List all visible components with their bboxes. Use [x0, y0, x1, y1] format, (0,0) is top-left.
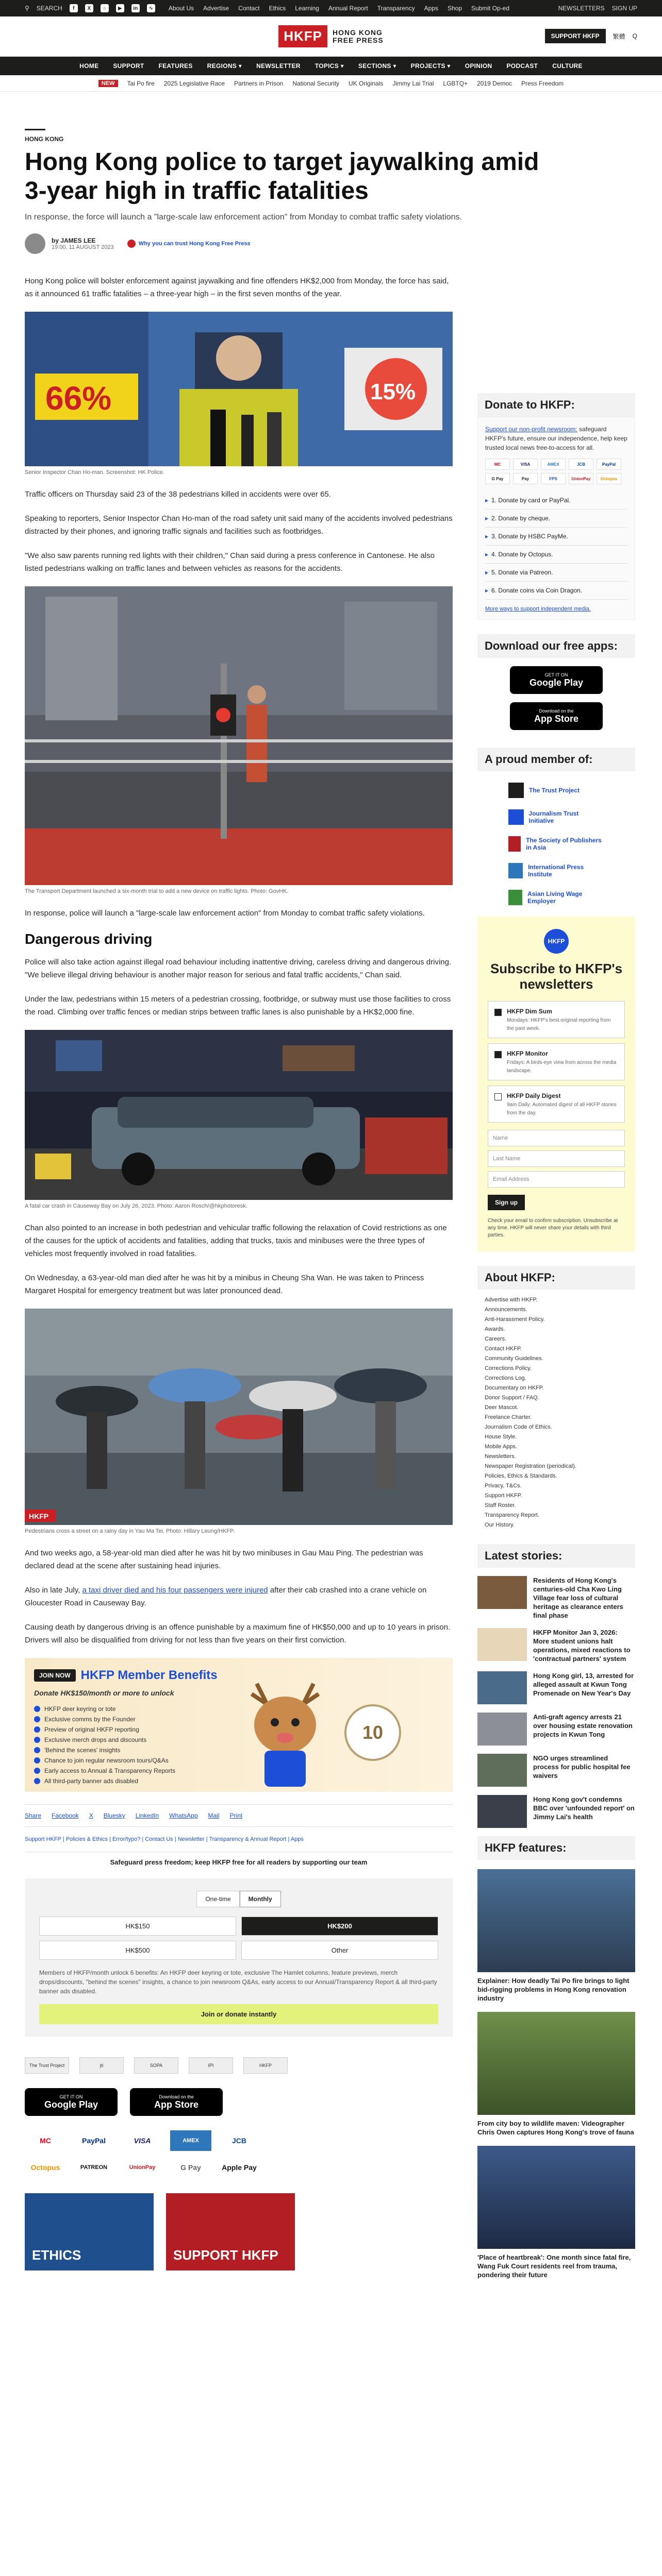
newsletter-option[interactable]	[488, 1086, 625, 1123]
features-title: HKFP features:	[477, 1836, 635, 1860]
share-whatsapp[interactable]: WhatsApp	[169, 1812, 198, 1819]
bullet-icon	[34, 1737, 40, 1743]
donate-title: Donate to HKFP:	[477, 393, 635, 417]
paypal-icon[interactable]: PayPal	[597, 459, 621, 470]
photo-watermark-text: HKFP	[29, 1512, 49, 1520]
google-play-button[interactable]	[25, 2088, 118, 2116]
jcb-icon[interactable]: JCB	[231, 2137, 246, 2145]
bullet-icon	[34, 1726, 40, 1733]
newsletter-checkbox[interactable]	[494, 1093, 502, 1100]
about-link[interactable]: Policies, Ethics & Standards.	[485, 1473, 557, 1479]
org-living-wage[interactable]: Asian Living Wage Employer	[508, 890, 604, 905]
about-link[interactable]: Advertise with HKFP.	[485, 1297, 538, 1303]
latest-story[interactable]	[477, 1795, 635, 1828]
section-heading: Dangerous driving	[25, 931, 153, 947]
newsletter-desc: 9am Daily: Automated digest of all HKFP stories from the day.	[507, 1102, 617, 1116]
bullet-icon	[34, 1747, 40, 1753]
about-link[interactable]: Documentary on HKFP.	[485, 1385, 544, 1391]
benefit-item: Preview of original HKFP reporting	[34, 1726, 175, 1733]
paragraph: On Wednesday, a 63-year-old man died after he was hit by a minibus in Cheung Sha Wan. He was taken to Princess Margaret Hospital for emergency treatment but was later pronounced dead.	[25, 1274, 424, 1295]
trust-link-label: Why you can trust Hong Kong Free Press	[138, 241, 251, 247]
benefit-item: Chance to join regular newsroom tours/Q&As	[34, 1757, 175, 1764]
sopa-icon	[508, 836, 521, 852]
photo-press-conference	[25, 312, 453, 466]
about-link[interactable]: Corrections Policy.	[485, 1365, 532, 1371]
latest-story[interactable]	[477, 1628, 635, 1663]
share-label: Share	[25, 1812, 42, 1819]
about-link[interactable]: Journalism Code of Ethics.	[485, 1424, 552, 1430]
nav-item[interactable]: REGIONS ▾	[207, 62, 242, 70]
chevron-right-icon: ▸	[485, 587, 489, 594]
about-link[interactable]: House Style.	[485, 1434, 517, 1440]
bullet-icon	[34, 1716, 40, 1722]
amount-option-other[interactable]: Other	[241, 1941, 438, 1960]
byline	[25, 233, 637, 254]
photo-rainy-street-image	[25, 1309, 453, 1525]
share-mail[interactable]: Mail	[208, 1812, 220, 1819]
donation-note: Members of HKFP/month unlock 6 benefits: An HKFP deer keyring or tote, exclusive The Hamlet columns, feature previews, merch drops/discounts, "behind the scenes" insights, a chance to join newsroom Q&As, early access to our Annual/Transparency Report & all third-party banner ads disabled.	[39, 1969, 437, 1995]
author-name[interactable]: by JAMES LEE	[52, 237, 96, 244]
about-link[interactable]: Deer Mascot.	[485, 1404, 519, 1411]
unionpay-icon[interactable]: UnionPay	[129, 2164, 156, 2171]
newsletters-link[interactable]: NEWSLETTERS	[558, 5, 605, 12]
more-ways-link[interactable]: More ways to support independent media.	[485, 606, 591, 612]
feature-image	[477, 1869, 635, 1972]
donate-option[interactable]: ▸ 1. Donate by card or PayPal.	[485, 492, 627, 510]
chevron-right-icon: ▸	[485, 533, 489, 540]
story-title: Anti-graft agency arrests 21 over housing estate renovation projects in Kwun Tong	[533, 1713, 633, 1738]
signup-privacy-note: Check your email to confirm subscription. Unsubscribe at any time. HKFP will never share your details with third parties.	[488, 1218, 618, 1238]
photo-rainy-street	[25, 1309, 453, 1525]
sign-up-button[interactable]: Sign up	[488, 1195, 525, 1210]
photo-caption: The Transport Department launched a six-month trial to add a new device on traffic lights. Photo: GovHK.	[25, 888, 289, 894]
jti-badge[interactable]: jti	[79, 2057, 124, 2074]
story-thumbnail	[477, 1628, 527, 1661]
hkfp-logo[interactable]	[278, 25, 383, 47]
frequency-one-time[interactable]: One-time	[196, 1891, 239, 1907]
donate-option[interactable]: ▸ 6. Donate coins via Coin Dragon.	[485, 582, 627, 600]
share-x[interactable]: X	[89, 1812, 93, 1819]
photo-car-crash	[25, 1030, 453, 1200]
newsletter-option[interactable]	[488, 1001, 625, 1038]
about-link[interactable]: Staff Roster.	[485, 1502, 516, 1509]
linkedin-icon[interactable]: in	[131, 4, 140, 12]
latest-title: Latest stories:	[477, 1544, 635, 1568]
utility-link[interactable]: Learning	[295, 5, 319, 12]
article-footer-links[interactable]: Support HKFP | Policies & Ethics | Error/typo? | Contact Us | Newsletter | Transparency & Annual Report | Apps	[25, 1836, 304, 1842]
newsletter-desc: Fridays: A birds-eye view from across the media landscape.	[507, 1060, 617, 1074]
sidebar	[477, 275, 635, 2289]
donate-intro-text: safeguard HKFP's future, ensure our independence, help keep trusted local news free-to-access for all.	[485, 426, 627, 451]
app-store-button[interactable]	[130, 2088, 223, 2116]
donate-option[interactable]: ▸ 3. Donate by HSBC PayMe.	[485, 528, 627, 546]
about-link[interactable]: Freelance Charter.	[485, 1414, 532, 1420]
author-avatar[interactable]	[25, 233, 45, 254]
story-title: Hong Kong gov't condemns BBC over 'unfounded report' on Jimmy Lai's health	[533, 1795, 635, 1821]
feature-title: Explainer: How deadly Tai Po fire brings to light bid-rigging problems in Hong Kong renovation industry	[477, 1977, 630, 2002]
instagram-icon[interactable]: ○	[101, 4, 109, 12]
org-ipi[interactable]: International Press Institute	[508, 863, 604, 878]
app-store-button[interactable]	[510, 702, 603, 730]
frequency-toggle	[39, 1891, 438, 1907]
donation-widget	[25, 1878, 453, 2037]
utility-search-label[interactable]: SEARCH	[36, 5, 62, 12]
latest-story[interactable]	[477, 1754, 635, 1787]
share-linkedin[interactable]: LinkedIn	[135, 1812, 159, 1819]
feature-story[interactable]	[477, 1869, 635, 2003]
chevron-right-icon: ▸	[485, 569, 489, 576]
trending-link[interactable]: National Security	[292, 79, 340, 87]
paragraph: Police will also take action against illegal road behaviour including inattentive driving, careless driving and dangerous driving. "We believe illegal driving behaviour is another major reason for serious and fatal traffic accidents," Chan said.	[25, 958, 452, 979]
trust-project-icon	[508, 783, 524, 798]
donate-card-logos	[485, 459, 627, 484]
story-title: HKFP Monitor Jan 3, 2026: More student unions halt operations, mixed reactions to 'contractual partners' system	[533, 1629, 631, 1663]
story-title: Hong Kong girl, 13, arrested for alleged assault at Kwun Tong Promenade on New Year's Day	[533, 1672, 634, 1697]
visa-icon[interactable]: VISA	[513, 459, 538, 470]
google-play-small: GET IT ON	[59, 2094, 83, 2099]
story-thumbnail	[477, 1576, 527, 1609]
member-of-title: A proud member of:	[477, 748, 635, 771]
language-toggle[interactable]: 繁體	[613, 32, 625, 40]
newsletter-desc: Mondays: HKFP's best original reporting from the past week.	[507, 1018, 611, 1031]
apple-pay-icon[interactable]: Apple Pay	[222, 2163, 257, 2172]
paragraph: Speaking to reporters, Senior Inspector Chan Ho-man of the road safety unit said many of the accidents involved pedestrians distracted by their phones, and ignoring traffic signals and facilities such as footbridges.	[25, 514, 453, 536]
newsletter-checkbox[interactable]	[494, 1051, 502, 1058]
newsletter-checkbox[interactable]	[494, 1009, 502, 1016]
anniversary-badge: 10	[344, 1704, 401, 1761]
org-sopa[interactable]: The Society of Publishers in Asia	[508, 836, 604, 852]
about-link[interactable]: Donor Support / FAQ.	[485, 1395, 539, 1401]
promo-tiles	[25, 2193, 453, 2270]
benefit-item: Exclusive comms by the Founder	[34, 1716, 175, 1723]
nav-item[interactable]: SUPPORT	[113, 62, 144, 70]
member-benefits-banner[interactable]	[25, 1658, 453, 1792]
rss-icon[interactable]: ∿	[147, 4, 155, 12]
features-panel	[477, 1836, 635, 2279]
paragraph: Under the law, pedestrians within 15 meters of a pedestrian crossing, footbridge, or subway must use those facilities to cross the road. Climbing over traffic fences or median strips between traffic lanes is also punishable by a HK$2,000 fine.	[25, 995, 451, 1016]
apps-panel	[477, 634, 635, 730]
about-link[interactable]: Anti-Harassment Policy.	[485, 1316, 545, 1323]
main-nav	[0, 57, 662, 75]
benefit-item: Exclusive merch drops and discounts	[34, 1736, 175, 1743]
about-link[interactable]: Newspaper Registration (periodical).	[485, 1463, 576, 1469]
about-link[interactable]: Newsletters.	[485, 1453, 516, 1460]
logo-wordmark	[333, 29, 384, 44]
story-thumbnail	[477, 1795, 527, 1828]
about-panel	[477, 1266, 635, 1539]
octopus-icon[interactable]: Octopus	[597, 473, 621, 484]
paragraph: And two weeks ago, a 58-year-old man died after he was hit by two minibuses in Gau Mau Ping. The pedestrian was declared dead at the scene after sustaining head injuries.	[25, 1549, 423, 1570]
feature-image	[477, 2146, 635, 2249]
org-trust-project[interactable]: The Trust Project	[508, 783, 604, 798]
about-link[interactable]: Awards.	[485, 1326, 505, 1332]
about-link[interactable]: Announcements.	[485, 1307, 527, 1313]
google-play-button[interactable]	[510, 666, 603, 694]
article-body	[25, 275, 453, 2289]
app-store-label: App Store	[154, 2099, 198, 2110]
nav-item[interactable]: HOME	[79, 62, 99, 70]
nav-item[interactable]: OPINION	[465, 62, 492, 70]
payment-methods	[25, 2130, 453, 2178]
frequency-monthly[interactable]: Monthly	[240, 1891, 281, 1907]
about-title: About HKFP:	[477, 1266, 635, 1290]
about-link[interactable]: Contact HKFP.	[485, 1346, 522, 1352]
x-icon[interactable]: X	[85, 4, 93, 12]
feature-story[interactable]	[477, 2012, 635, 2137]
photo-car-crash-image	[25, 1030, 453, 1200]
trending-link[interactable]: Jimmy Lai Trial	[392, 79, 434, 87]
paragraph: Traffic officers on Thursday said 23 of the 38 pedestrians killed in accidents were over 65.	[25, 490, 331, 499]
safeguard-heading: Safeguard press freedom; keep HKFP free for all readers by supporting our team	[25, 1852, 453, 1872]
join-now-button[interactable]: JOIN NOW	[34, 1669, 76, 1682]
logo-text-2: FREE PRESS	[333, 36, 384, 44]
visa-icon[interactable]: VISA	[134, 2137, 151, 2145]
article-header	[0, 92, 662, 254]
masthead	[0, 16, 662, 57]
newsletter-option[interactable]	[488, 1043, 625, 1080]
donate-options	[485, 492, 627, 600]
trust-link[interactable]	[127, 240, 251, 248]
youtube-icon[interactable]: ▶	[116, 4, 124, 12]
utility-link[interactable]: Annual Report	[328, 5, 368, 12]
amount-option[interactable]: HK$500	[39, 1941, 236, 1960]
trending-link[interactable]: Partners in Prison	[234, 79, 284, 87]
trending-link[interactable]: LGBTQ+	[443, 79, 468, 87]
donate-option[interactable]: ▸ 4. Donate by Octopus.	[485, 546, 627, 564]
utility-link[interactable]: Shop	[447, 5, 462, 12]
story-title: Residents of Hong Kong's centuries-old Cha Kwo Ling Village fear loss of cultural heritage as clearance enters final phase	[533, 1577, 623, 1619]
amex-icon[interactable]: AMEX	[170, 2130, 211, 2151]
paragraph: Hong Kong police will bolster enforcement against jaywalking and fine offenders HK$2,000 from Monday, the force has said, as it announced 61 traffic fatalities – a three-year high – in the first seven months of the year.	[25, 277, 449, 298]
share-print[interactable]: Print	[229, 1812, 243, 1819]
about-link[interactable]: Corrections Log.	[485, 1375, 526, 1381]
nav-item[interactable]: TOPICS ▾	[315, 62, 344, 70]
latest-stories-panel	[477, 1544, 635, 1828]
facebook-icon[interactable]: f	[70, 4, 78, 12]
member-benefits-sub: Donate HK$150/month or more to unlock	[34, 1689, 174, 1697]
email-field[interactable]: Email Address	[488, 1171, 625, 1188]
article-title: Hong Kong police to target jaywalking amid 3-year high in traffic fatalities	[25, 148, 539, 205]
donate-intro-link[interactable]: Support our non-profit newsroom:	[485, 426, 577, 433]
utility-link[interactable]: Submit Op-ed	[471, 5, 510, 12]
svg-text:66%: 66%	[45, 380, 112, 417]
amount-option-selected[interactable]: HK$200	[241, 1917, 438, 1936]
jcb-icon[interactable]: JCB	[569, 459, 593, 470]
article-kicker[interactable]: HONG KONG	[25, 135, 64, 143]
article-dek: In response, the force will launch a "large-scale law enforcement action" from Monday to combat traffic safety violations.	[25, 213, 462, 222]
sopa-badge[interactable]: SOPA	[134, 2057, 178, 2074]
donate-option[interactable]: ▸ 5. Donate via Patreon.	[485, 564, 627, 582]
share-bar	[25, 1804, 453, 1827]
google-play-label: Google Play	[529, 677, 584, 688]
ethics-tile[interactable]: ETHICS	[25, 2193, 154, 2270]
app-store-label: App Store	[534, 713, 578, 724]
trending-bar	[0, 75, 662, 92]
google-play-label: Google Play	[44, 2099, 98, 2110]
chevron-right-icon: ▸	[485, 515, 489, 522]
mastercard-icon[interactable]: MC	[40, 2137, 51, 2145]
trending-link[interactable]: Tai Po fire	[127, 79, 155, 87]
benefit-item: All third-party banner ads disabled	[34, 1777, 175, 1785]
member-badges-row	[25, 2057, 453, 2074]
jti-icon	[508, 809, 524, 825]
benefit-item: 'Behind the scenes' insights	[34, 1747, 175, 1754]
related-article-link[interactable]: a taxi driver died and his four passengers were injured	[82, 1586, 268, 1595]
first-name-field[interactable]: Name	[488, 1130, 625, 1146]
trending-link[interactable]: UK Originals	[349, 79, 384, 87]
amex-icon[interactable]: AMEX	[541, 459, 566, 470]
share-facebook[interactable]: Facebook	[52, 1812, 79, 1819]
paragraph: In response, police will launch a "large-scale law enforcement action" from Monday to combat traffic safety violations.	[25, 909, 425, 918]
logo-mark: HKFP	[278, 25, 327, 47]
photo-caption: Senior Inspector Chan Ho-man. Screenshot: HK Police.	[25, 469, 164, 476]
photo-press-conference-image	[25, 312, 453, 466]
newsletter-signup	[477, 917, 635, 1251]
octopus-icon[interactable]: Octopus	[30, 2163, 60, 2172]
donation-amounts	[39, 1917, 438, 1960]
paragraph-text: Also in late July,	[25, 1586, 82, 1595]
nav-item[interactable]: PROJECTS ▾	[410, 62, 451, 70]
bullet-icon	[34, 1778, 40, 1784]
apple-pay-icon[interactable]: Pay	[513, 473, 538, 484]
chevron-right-icon: ▸	[485, 551, 489, 558]
story-thumbnail	[477, 1754, 527, 1787]
ipi-icon	[508, 863, 523, 878]
latest-story[interactable]	[477, 1671, 635, 1704]
trending-link[interactable]: 2019 Democ	[477, 79, 512, 87]
utility-link[interactable]: Apps	[424, 5, 438, 12]
utility-link[interactable]: About Us	[168, 5, 194, 12]
svg-text:15%: 15%	[370, 379, 416, 404]
newsletter-name: HKFP Monitor	[507, 1050, 548, 1057]
utility-bar	[0, 0, 662, 16]
support-hkfp-tile[interactable]: SUPPORT HKFP	[166, 2193, 295, 2270]
support-hkfp-button[interactable]: SUPPORT HKFP	[545, 29, 606, 43]
benefit-item: HKFP deer keyring or tote	[34, 1705, 175, 1713]
app-store-small: Download on the	[539, 708, 574, 714]
story-thumbnail	[477, 1713, 527, 1745]
logo-text-1: HONG KONG	[333, 28, 383, 37]
google-play-small: GET IT ON	[544, 672, 568, 677]
about-link[interactable]: Our History.	[485, 1522, 515, 1528]
mastercard-icon[interactable]: MC	[485, 459, 510, 470]
feature-story[interactable]	[477, 2146, 635, 2279]
publish-date: 19:00, 11 AUGUST 2023	[52, 244, 114, 250]
about-link[interactable]: Transparency Report.	[485, 1512, 539, 1518]
member-benefits-title: HKFP Member Benefits	[80, 1668, 218, 1682]
deer-mascot-icon	[236, 1668, 334, 1787]
paragraph: Causing death by dangerous driving is an offence punishable by a maximum fine of HK$50,000 and up to 10 years in prison. Drivers will also be disqualified from driving for not less than five years on their first conviction.	[25, 1623, 451, 1645]
trust-project-badge[interactable]: The Trust Project	[25, 2057, 69, 2074]
benefit-item: Early access to Annual & Transparency Reports	[34, 1767, 175, 1774]
newsletter-name: HKFP Daily Digest	[507, 1092, 561, 1099]
last-name-field[interactable]: Last Name	[488, 1150, 625, 1167]
nav-item[interactable]: PODCAST	[506, 62, 538, 70]
paypal-icon[interactable]: PayPal	[82, 2137, 106, 2145]
bullet-icon	[34, 1757, 40, 1764]
utility-link[interactable]: Contact	[238, 5, 260, 12]
utility-link[interactable]: Transparency	[377, 5, 415, 12]
app-store-buttons	[25, 2088, 453, 2116]
share-bluesky[interactable]: Bluesky	[103, 1812, 125, 1819]
latest-story[interactable]	[477, 1713, 635, 1745]
paragraph: "We also saw parents running red lights with their children," Chan said during a press conference in Cantonese. He also listed pedestrians walking on traffic lanes and between vehicles as reasons for the accidents.	[25, 551, 435, 573]
nav-item[interactable]: CULTURE	[552, 62, 583, 70]
nav-item[interactable]: SECTIONS ▾	[358, 62, 396, 70]
hkfp-badge[interactable]: HKFP	[243, 2057, 288, 2074]
donate-panel	[477, 417, 635, 620]
about-links	[477, 1290, 635, 1539]
nav-item[interactable]: FEATURES	[158, 62, 193, 70]
about-link[interactable]: Privacy, T&Cs.	[485, 1483, 522, 1489]
living-wage-icon	[508, 890, 522, 905]
story-thumbnail	[477, 1671, 527, 1704]
feature-image	[477, 2012, 635, 2115]
org-jti[interactable]: Journalism Trust Initiative	[508, 809, 604, 825]
amount-option[interactable]: HK$150	[39, 1917, 236, 1936]
nav-item[interactable]: NEWSLETTER	[256, 62, 301, 70]
photo-caption: Pedestrians cross a street on a rainy day in Yau Ma Tei. Photo: Hillary Leung/HKFP.	[25, 1528, 235, 1534]
about-link[interactable]: Support HKFP.	[485, 1493, 522, 1499]
signup-link[interactable]: SIGN UP	[611, 5, 637, 12]
donate-intro	[485, 425, 627, 452]
newsletter-name: HKFP Dim Sum	[507, 1008, 552, 1015]
trending-link[interactable]: 2025 Legislative Race	[163, 79, 225, 87]
utility-link[interactable]: Ethics	[269, 5, 286, 12]
bullet-icon	[34, 1768, 40, 1774]
apps-title: Download our free apps:	[477, 634, 635, 658]
app-store-small: Download on the	[159, 2094, 194, 2099]
subscribe-title: Subscribe to HKFP's newsletters	[490, 961, 623, 992]
latest-story[interactable]	[477, 1576, 635, 1620]
signup-fields	[488, 1130, 625, 1188]
photo-traffic-light-image	[25, 586, 453, 885]
feature-title: 'Place of heartbreak': One month since fatal fire, Wang Fuk Court residents reel from trauma, pondering their future	[477, 2253, 631, 2279]
about-link[interactable]: Community Guidelines.	[485, 1355, 543, 1362]
photo-traffic-light	[25, 586, 453, 885]
ipi-badge[interactable]: IPI	[189, 2057, 233, 2074]
unionpay-icon[interactable]: UnionPay	[569, 473, 593, 484]
bullet-icon	[34, 1706, 40, 1712]
about-link[interactable]: Mobile Apps.	[485, 1444, 517, 1450]
story-title: NGO urges streamlined process for public hospital fee waivers	[533, 1754, 631, 1780]
paragraph: Chan also pointed to an increase in both pedestrian and vehicular traffic following the relaxation of Covid restrictions as one of the causes for the uptick of accidents and fatalities, adding that trucks, taxis and minibuses were the three types of vehicles most frequently involved in road fatalities.	[25, 1224, 447, 1258]
feature-title: From city boy to wildlife maven: Videographer Chris Owen captures Hong Kong's trove of fauna	[477, 2120, 634, 2136]
patreon-icon[interactable]: PATREON	[80, 2164, 108, 2171]
donate-option[interactable]: ▸ 2. Donate by cheque.	[485, 510, 627, 528]
new-badge: NEW	[98, 80, 118, 87]
google-pay-icon[interactable]: G Pay	[180, 2163, 201, 2172]
kicker-rule	[25, 129, 45, 130]
hkfp-circle-logo: HKFP	[544, 929, 569, 954]
search-icon[interactable]: ⚲	[25, 5, 29, 12]
paragraph-text: after their cab crashed into a crane vehicle on Gloucester Road in Causeway Bay.	[25, 1586, 427, 1607]
member-of-panel	[477, 748, 635, 905]
google-pay-icon[interactable]: G Pay	[485, 473, 510, 484]
search-icon[interactable]: Q	[632, 32, 637, 40]
member-benefits-list	[34, 1705, 175, 1788]
fps-icon[interactable]: FPS	[541, 473, 566, 484]
photo-caption: A fatal car crash in Causeway Bay on July 26, 2023. Photo: Aaron Rosch/@hkphotoresk.	[25, 1203, 247, 1209]
utility-link[interactable]: Advertise	[203, 5, 229, 12]
paragraph-with-link	[25, 1584, 453, 1609]
about-link[interactable]: Careers.	[485, 1336, 507, 1342]
chevron-right-icon: ▸	[485, 497, 489, 504]
join-donate-button[interactable]: Join or donate instantly	[39, 2004, 438, 2024]
trending-link[interactable]: Press Freedom	[521, 79, 564, 87]
trust-icon	[127, 240, 136, 248]
